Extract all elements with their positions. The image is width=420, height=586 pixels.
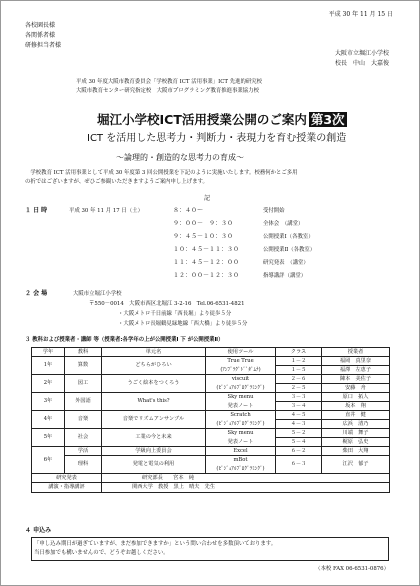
unit-cell: うごく絵本をつくろう	[102, 375, 206, 393]
unit-cell: 学級向上委員会	[102, 447, 206, 456]
teacher-cell: 江沢 郁子	[322, 456, 390, 474]
unit-cell: 工業の今と未来	[102, 429, 206, 447]
class-cell: ２－６	[276, 375, 322, 384]
lessons-heading: ３ 教科および授業者・講師 等（授業者:各学年の上が公開授業Ⅰ 下 が公開授業Ⅱ）	[25, 337, 224, 343]
tool-cell: 発表ノート	[206, 402, 276, 411]
tool-cell: (ﾋﾞｼﾞｭｱﾙﾌﾟﾛｸﾞﾗﾐﾝｸﾞ)	[206, 384, 276, 393]
column-header: 授業者	[322, 348, 390, 357]
intro-line: の折ではございますが、ぜひご参観いただきますようご案内申し上げます。	[25, 179, 208, 185]
grade-cell: 2年	[32, 375, 65, 393]
teacher-cell: 福澤 左恵子	[322, 366, 390, 375]
tool-cell: (ｱﾝﾌﾟﾗｸﾞﾄﾞﾞﾀﾞﾑﾅ)	[206, 366, 276, 375]
grade-cell: 3年	[32, 393, 65, 411]
grade-cell: 4年	[32, 411, 65, 429]
lessons-table	[31, 347, 390, 493]
column-header: 使用ツール	[206, 348, 276, 357]
tool-cell: Sky menu	[206, 429, 276, 438]
lecturer-value: 関西大学 教授 黒上 晴夫 先生	[102, 483, 390, 493]
sender-school: 大阪市立堀江小学校	[334, 50, 389, 57]
tool-cell: viscuit	[206, 375, 276, 384]
table-row	[32, 483, 390, 493]
teacher-cell: 広浜 清乃	[322, 420, 390, 429]
table-row	[32, 393, 390, 402]
class-cell: ３－３	[276, 393, 322, 402]
schedule-time: １１：４５－１２：００	[173, 259, 240, 266]
subject-cell: 理科	[65, 456, 102, 474]
tool-cell: True True	[206, 357, 276, 366]
title-badge: 第3次	[310, 112, 345, 127]
sender-principal: 校長 中山 大嘉俊	[334, 60, 389, 67]
schedule-event: 研究発表 （講堂）	[263, 260, 309, 266]
venue-label: ２ 会 場	[25, 290, 48, 297]
tool-cell: (ﾋﾞｼﾞｭｱﾙﾌﾟﾛｸﾞﾗﾐﾝｸﾞ)	[206, 420, 276, 429]
table-row	[32, 411, 390, 420]
teacher-cell: 原口 拓人	[322, 393, 390, 402]
lecturer-label: 講演・指導講評	[32, 483, 102, 493]
unit-cell: What's this?	[102, 393, 206, 411]
schedule-event: 指導講評（講堂）	[263, 273, 307, 279]
class-cell: １－２	[276, 357, 322, 366]
subject-cell: 外国語	[65, 393, 102, 411]
subject-cell: 音楽	[65, 411, 102, 429]
table-row	[32, 474, 390, 483]
schedule-event: 公開授業Ⅱ（各教室）	[263, 247, 316, 253]
tool-cell: (ﾋﾞｼﾞｭｱﾙﾌﾟﾛｸﾞﾗﾐﾝｸﾞ)	[206, 465, 276, 474]
grade-cell: 1年	[32, 357, 65, 375]
application-line: 「申し込み期日が過ぎていますが、まだ参加できますか」という問い合わせを多数頂いております。	[34, 541, 277, 547]
table-row	[32, 447, 390, 456]
teacher-cell: 福岡 真里奈	[322, 357, 390, 366]
application-label: ４ 申込み	[25, 527, 52, 534]
class-cell: ５－２	[276, 429, 322, 438]
class-cell: ５－４	[276, 438, 322, 447]
venue-address: 〒550－0014 大阪市西区北堀江 3-2-16 Tel.06-6531-4821	[89, 301, 245, 307]
schedule-time: １０：４５－１１：３０	[173, 246, 240, 253]
unit-cell: 音楽でリズムアンサンブル	[102, 411, 206, 429]
teacher-cell: 坂本 翔	[322, 402, 390, 411]
venue-name: 大阪市立堀江小学校	[73, 291, 122, 297]
class-cell: ４－３	[276, 420, 322, 429]
intro-line: 学校教育 ICT 活用事業として平成 30 年度第 3 回公開授業を下記のように実施いたします。校務何かとご多用	[25, 170, 298, 176]
venue-access: ・大阪メトロ長堀鶴見緑地線「西大橋」より徒歩５分	[118, 321, 248, 327]
teacher-cell: 直井 健	[322, 411, 390, 420]
school-fax: （本校 FAX 06-6531-0876）	[315, 566, 389, 572]
table-row	[32, 456, 390, 465]
tool-cell: Sky menu	[206, 393, 276, 402]
teacher-cell: 梶原 弘史	[322, 438, 390, 447]
unit-cell: 発電と電気の利用	[102, 456, 206, 474]
page-title	[97, 112, 347, 127]
class-cell: １－５	[276, 366, 322, 375]
tool-cell: Scratch	[206, 411, 276, 420]
title-main: 堀江小学校ICT活用授業公開のご案内	[97, 112, 307, 127]
column-header: 学年	[32, 348, 65, 357]
recipient-line: 各関係者様	[25, 32, 56, 39]
teacher-cell: 川端 舞子	[322, 429, 390, 438]
page-subtitle: ICT を活用した思考力・判断力・表現力を育む授業の創造	[87, 133, 347, 144]
schedule-label: １ 日 時	[25, 207, 48, 214]
class-cell: ２－５	[276, 384, 322, 393]
schedule-event: 受付開始	[263, 208, 285, 214]
subject-cell: 算数	[65, 357, 102, 375]
application-line: 当日参加でも構いませんので、どうぞお越しください。	[34, 550, 169, 556]
document-date: 平成 30 年 11 月 15 日	[328, 11, 393, 18]
grade-cell: 5年	[32, 429, 65, 447]
subject-cell: 社会	[65, 429, 102, 447]
column-header: 単元名	[102, 348, 206, 357]
subject-cell: 学活	[65, 447, 102, 456]
schedule-event: 全体会 （講堂）	[263, 221, 304, 227]
class-cell: ４－５	[276, 411, 322, 420]
schedule-time: １２：００－１２：３０	[173, 272, 240, 279]
page-subtitle-2: ～論理的・創造的な思考力の育成～	[116, 153, 244, 162]
column-header: クラス	[276, 348, 322, 357]
tool-cell: mBot	[206, 456, 276, 465]
unit-cell: どちらがひろい	[102, 357, 206, 375]
research-value: 研究部長 宮本 純	[102, 474, 390, 483]
recipient-line: 研修担当者様	[25, 42, 62, 49]
teacher-cell: 柴田 大翔	[322, 447, 390, 456]
schedule-event: 公開授業Ⅰ（各教室）	[263, 234, 314, 240]
schedule-time: ９：４５－１０：３０	[173, 233, 234, 240]
table-row	[32, 375, 390, 384]
tool-cell: Excel	[206, 447, 276, 456]
column-header: 教科	[65, 348, 102, 357]
application-box	[31, 537, 389, 561]
class-cell: ３－４	[276, 402, 322, 411]
teacher-cell: 陳本 美佐子	[322, 375, 390, 384]
grade-cell: 6年	[32, 447, 65, 474]
recipient-line: 各校園長様	[25, 22, 56, 29]
designation-line: 大阪市教育センター研究指定校 大阪市プログラミング教育推進事業協力校	[76, 88, 259, 94]
class-cell: ６－３	[276, 456, 322, 474]
research-label: 研究発表	[32, 474, 102, 483]
ki-mark: 記	[204, 195, 211, 202]
table-row	[32, 429, 390, 438]
tool-cell: 発表ノート	[206, 438, 276, 447]
table-row	[32, 357, 390, 366]
schedule-time: ８：４０～	[173, 207, 204, 214]
designation-line: 平成 30 年度大阪市教育委員会「学校教育 ICT 活用事業」ICT 先進的研究校	[76, 79, 263, 85]
schedule-date: 平成 30 年 11 月 17 日（土）	[69, 208, 143, 214]
table-header-row	[32, 348, 390, 357]
class-cell: ６－２	[276, 447, 322, 456]
subject-cell: 図工	[65, 375, 102, 393]
teacher-cell: 安藤 舟	[322, 384, 390, 393]
schedule-time: ９：００－ ９：３０	[173, 220, 234, 227]
venue-access: ・大阪メトロ千日前線「西長堀」より徒歩５分	[118, 311, 232, 317]
